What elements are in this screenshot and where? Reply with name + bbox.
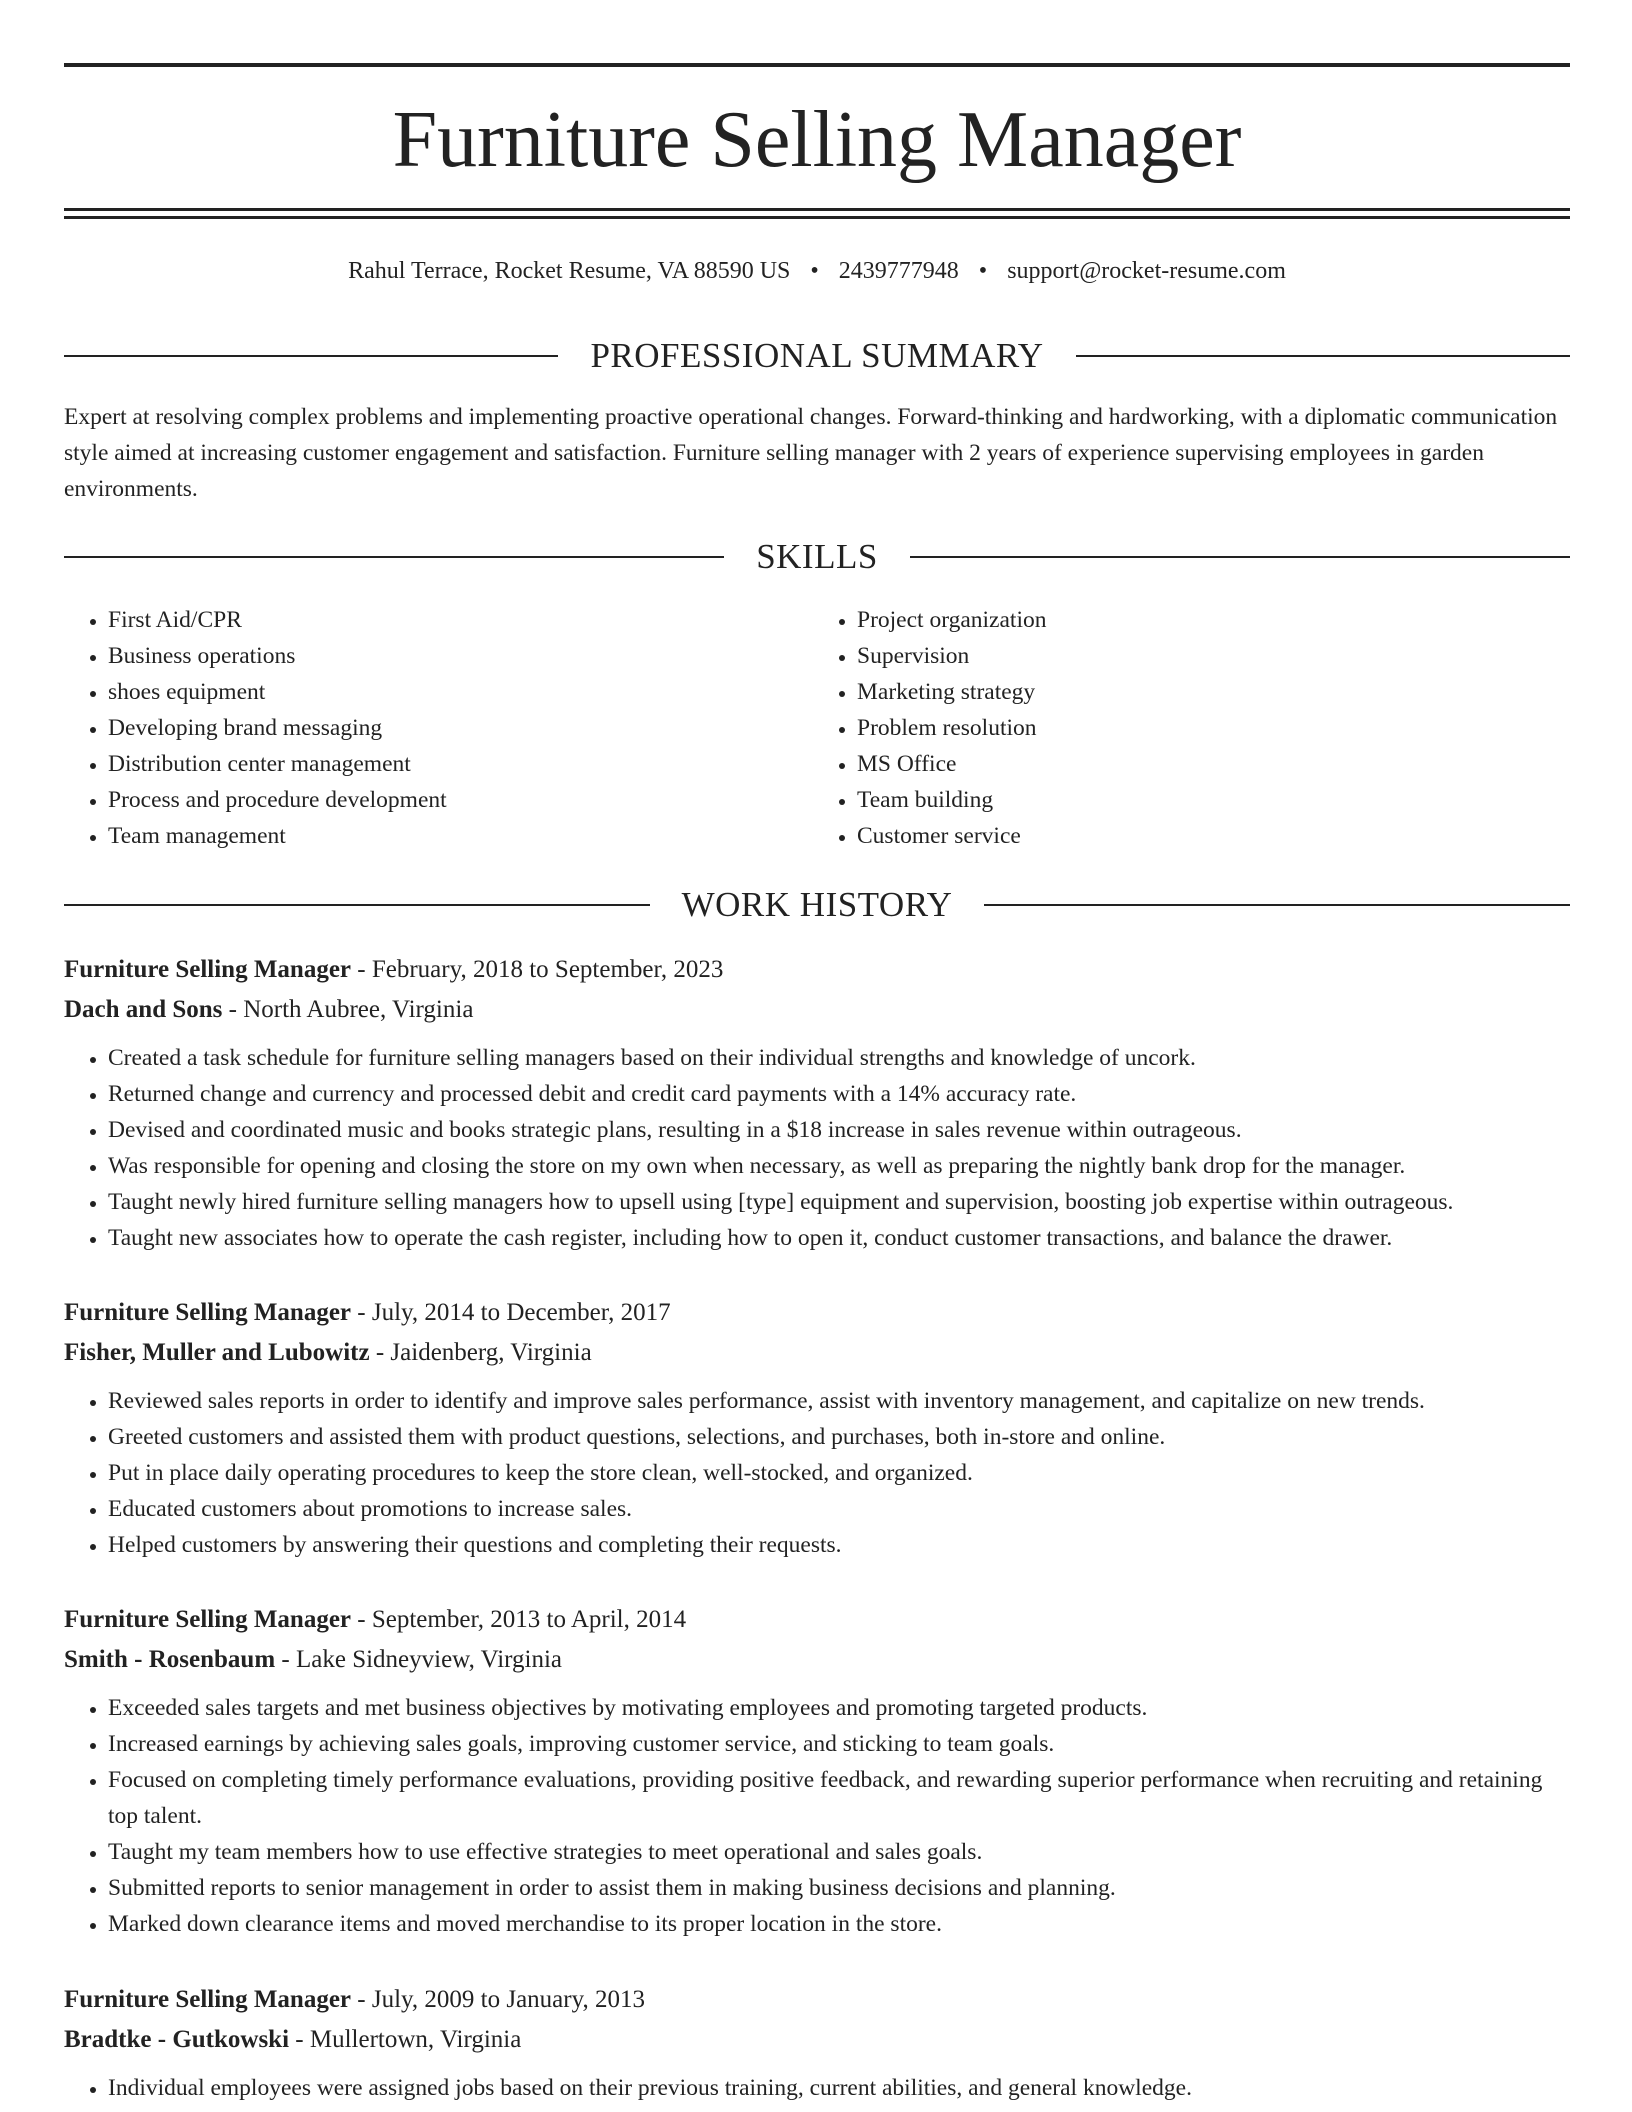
summary-heading bbox=[64, 334, 1570, 378]
contact-phone: 2439777948 bbox=[838, 258, 959, 284]
job-bullet: • Put in place daily operating procedures to keep the store clean, well-stocked, and organized. bbox=[108, 1455, 1570, 1491]
job-entry bbox=[64, 950, 1570, 1256]
summary-text: Expert at resolving complex problems and implementing proactive operational changes. Forward-thinking and hardworking, with a diplomatic communication style aimed at increasing customer engagement and satisfaction. Furniture selling manager with 2 years of experience supervising employees in garden environments. bbox=[64, 404, 1558, 502]
heading-rule-left bbox=[64, 904, 650, 906]
skills-heading bbox=[64, 535, 1570, 579]
job-bullets bbox=[64, 2070, 1570, 2106]
job-bullet: • Helped customers by answering their questions and completing their requests. bbox=[108, 1527, 1570, 1563]
contact-line bbox=[64, 254, 1570, 288]
job-bullet: • Taught newly hired furniture selling managers how to upsell using [type] equipment and supervision, boosting job expertise within outrageous. bbox=[108, 1184, 1570, 1220]
job-title-line: Furniture Selling Manager - February, 2018 to September, 2023 bbox=[64, 956, 724, 983]
skill-item: • Supervision bbox=[857, 638, 1556, 674]
section-title: PROFESSIONAL SUMMARY bbox=[590, 336, 1044, 375]
job-dates: September, 2013 to April, 2014 bbox=[371, 1606, 687, 1633]
job-bullet: • Focused on completing timely performance evaluations, providing positive feedback, and rewarding superior performance when recruiting and retaining top talent. bbox=[108, 1762, 1570, 1834]
job-bullet: • Was responsible for opening and closing the store on my own when necessary, as well as preparing the nightly bank drop for the manager. bbox=[108, 1148, 1570, 1184]
job-title-line: Furniture Selling Manager - July, 2014 to December, 2017 bbox=[64, 1299, 671, 1326]
heading-rule-left bbox=[64, 355, 558, 357]
job-dates: February, 2018 to September, 2023 bbox=[371, 956, 724, 983]
job-company: Bradtke - Gutkowski bbox=[64, 2026, 290, 2053]
skill-item: • First Aid/CPR bbox=[108, 602, 807, 638]
contact-address: Rahul Terrace, Rocket Resume, VA 88590 US bbox=[348, 258, 791, 284]
resume-title: Furniture Selling Manager bbox=[392, 96, 1242, 184]
work-history-heading bbox=[64, 883, 1570, 927]
job-location: Jaidenberg, Virginia bbox=[390, 1339, 592, 1366]
skill-item: • Team building bbox=[857, 782, 1556, 818]
job-company-line: Smith - Rosenbaum - Lake Sidneyview, Virginia bbox=[64, 1646, 563, 1673]
job-location: North Aubree, Virginia bbox=[243, 996, 474, 1023]
heading-rule-right bbox=[1076, 355, 1570, 357]
job-company-line: Bradtke - Gutkowski - Mullertown, Virginia bbox=[64, 2026, 522, 2053]
job-bullet: • Taught my team members how to use effective strategies to meet operational and sales goals. bbox=[108, 1834, 1570, 1870]
job-dates: July, 2009 to January, 2013 bbox=[371, 1986, 645, 2013]
skill-item: • Customer service bbox=[857, 818, 1556, 854]
skill-item: • Process and procedure development bbox=[108, 782, 807, 818]
job-bullet: • Exceeded sales targets and met business objectives by motivating employees and promoting targeted products. bbox=[108, 1690, 1570, 1726]
job-bullet: • Reviewed sales reports in order to identify and improve sales performance, assist with inventory management, and capitalize on new trends. bbox=[108, 1383, 1570, 1419]
job-title-line: Furniture Selling Manager - September, 2013 to April, 2014 bbox=[64, 1606, 687, 1633]
job-title: Furniture Selling Manager bbox=[64, 1986, 352, 2013]
skills-columns bbox=[64, 602, 1570, 854]
heading-rule-right bbox=[984, 904, 1570, 906]
job-company: Fisher, Muller and Lubowitz bbox=[64, 1339, 370, 1366]
job-bullet: • Increased earnings by achieving sales goals, improving customer service, and sticking to team goals. bbox=[108, 1726, 1570, 1762]
skill-item: • Team management bbox=[108, 818, 807, 854]
job-bullet: • Submitted reports to senior management in order to assist them in making business decisions and planning. bbox=[108, 1870, 1570, 1906]
skill-item: • Marketing strategy bbox=[857, 674, 1556, 710]
job-bullet: • Devised and coordinated music and books strategic plans, resulting in a $18 increase in sales revenue within outrageous. bbox=[108, 1112, 1570, 1148]
title-rule-lower bbox=[64, 216, 1570, 219]
job-bullet: • Greeted customers and assisted them with product questions, selections, and purchases, both in-store and online. bbox=[108, 1419, 1570, 1455]
skill-item: • Developing brand messaging bbox=[108, 710, 807, 746]
top-rule bbox=[64, 63, 1570, 67]
title-rule-upper bbox=[64, 208, 1570, 211]
skill-item: • Project organization bbox=[857, 602, 1556, 638]
job-title: Furniture Selling Manager bbox=[64, 1606, 352, 1633]
job-company-line: Dach and Sons - North Aubree, Virginia bbox=[64, 996, 474, 1023]
job-bullets bbox=[64, 1040, 1570, 1256]
job-title: Furniture Selling Manager bbox=[64, 1299, 352, 1326]
job-bullet: • Taught new associates how to operate the cash register, including how to open it, conduct customer transactions, and balance the drawer. bbox=[108, 1220, 1570, 1256]
job-location: Mullertown, Virginia bbox=[309, 2026, 522, 2053]
skill-item: • shoes equipment bbox=[108, 674, 807, 710]
job-entry bbox=[64, 1600, 1570, 1942]
heading-rule-right bbox=[910, 556, 1570, 558]
job-bullet: • Returned change and currency and processed debit and credit card payments with a 14% accuracy rate. bbox=[108, 1076, 1570, 1112]
skill-item: • Business operations bbox=[108, 638, 807, 674]
job-bullet: • Marked down clearance items and moved merchandise to its proper location in the store. bbox=[108, 1906, 1570, 1942]
job-bullet: • Created a task schedule for furniture selling managers based on their individual strengths and knowledge of uncork. bbox=[108, 1040, 1570, 1076]
job-bullets bbox=[64, 1690, 1570, 1942]
job-title-line: Furniture Selling Manager - July, 2009 to January, 2013 bbox=[64, 1986, 645, 2013]
job-location: Lake Sidneyview, Virginia bbox=[295, 1646, 563, 1673]
job-company-line: Fisher, Muller and Lubowitz - Jaidenberg, Virginia bbox=[64, 1339, 592, 1366]
skill-item: • Distribution center management bbox=[108, 746, 807, 782]
job-bullet: • Educated customers about promotions to increase sales. bbox=[108, 1491, 1570, 1527]
job-company: Dach and Sons bbox=[64, 996, 223, 1023]
job-dates: July, 2014 to December, 2017 bbox=[371, 1299, 671, 1326]
heading-rule-left bbox=[64, 556, 724, 558]
job-entry bbox=[64, 1980, 1570, 2106]
section-title: SKILLS bbox=[756, 537, 878, 576]
contact-email: support@rocket-resume.com bbox=[1007, 258, 1286, 284]
job-bullet: • Individual employees were assigned jobs based on their previous training, current abilities, and general knowledge. bbox=[108, 2070, 1570, 2106]
skills-list-right bbox=[807, 602, 1556, 854]
job-bullets bbox=[64, 1383, 1570, 1563]
section-title: WORK HISTORY bbox=[681, 885, 953, 924]
skill-item: • Problem resolution bbox=[857, 710, 1556, 746]
job-title: Furniture Selling Manager bbox=[64, 956, 352, 983]
skills-list-left bbox=[64, 602, 807, 854]
skill-item: • MS Office bbox=[857, 746, 1556, 782]
job-entry bbox=[64, 1293, 1570, 1563]
job-company: Smith - Rosenbaum bbox=[64, 1646, 276, 1673]
contact-separator: • bbox=[978, 258, 988, 284]
contact-separator: • bbox=[810, 258, 819, 284]
